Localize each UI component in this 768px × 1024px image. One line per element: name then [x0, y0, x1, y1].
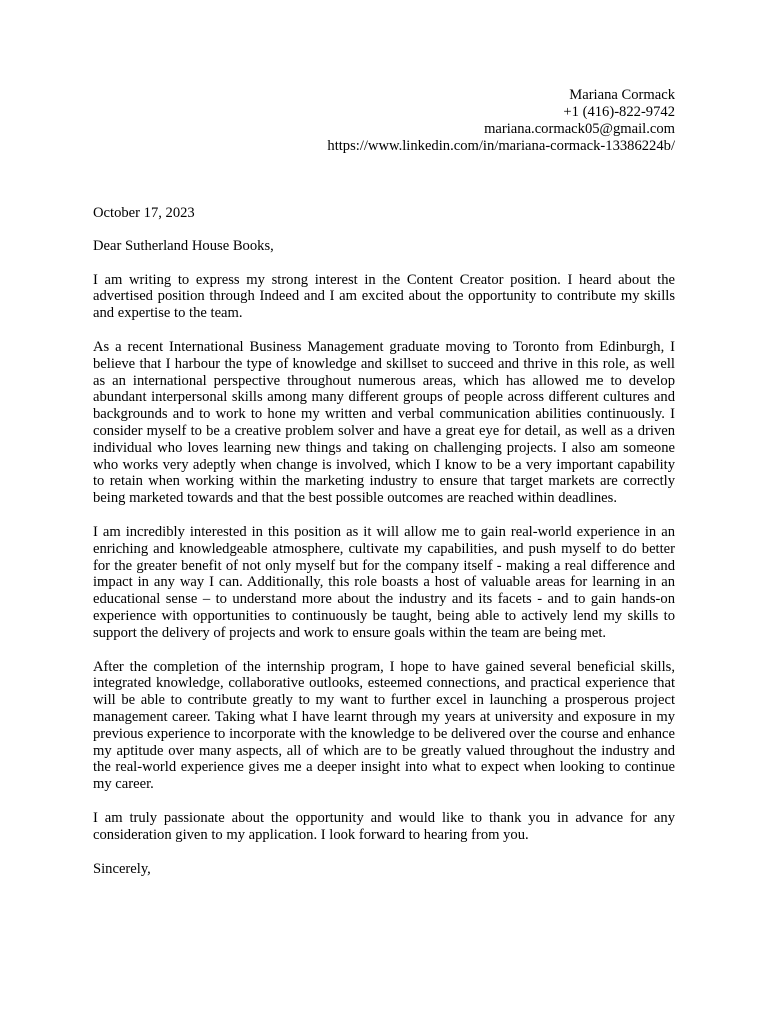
sender-phone: +1 (416)-822-9742 — [563, 104, 675, 120]
letter-date: October 17, 2023 — [93, 205, 195, 221]
sender-email: mariana.cormack05@gmail.com — [484, 121, 675, 137]
letter-salutation: Dear Sutherland House Books, — [93, 237, 274, 254]
sender-linkedin: https://www.linkedin.com/in/mariana-cormack-13386224b/ — [327, 138, 675, 154]
letter-paragraph-5: I am truly passionate about the opportunity and would like to thank you in advance for any consideration given to my application. I look forward to hearing from you. — [93, 809, 675, 843]
letter-paragraph-2: As a recent International Business Management graduate moving to Toronto from Edinburgh, I believe that I harbour the type of knowledge and skillset to succeed and thrive in this role, as well as an international perspective throughout numerous areas, which has allowed me to develop abundant interpersonal skills among many different groups of people across different cultures and backgrounds and to work to hone my written and verbal communication abilities continuously. I consider myself to be a creative problem solver and have a great eye for detail, as well as a driven individual who loves learning new things and taking on challenging projects. I also am someone who works very adeptly when change is involved, which I know to be a very important capability to retain when working within the marketing industry to ensure that target markets are correctly being marketed towards and that the best possible outcomes are reached within deadlines. — [93, 338, 675, 507]
letter-closing: Sincerely, — [93, 860, 151, 877]
letter-paragraph-4: After the completion of the internship program, I hope to have gained several beneficial skills, integrated knowledge, collaborative outlooks, esteemed connections, and practical experience that will be able to contribute greatly to my want to further excel in launching a prosperous project management career. Taking what I have learnt through my years at university and exposure in my previous experience to incorporate with the knowledge to be delivered over the course and enhance my aptitude over many aspects, all of which are to be greatly valued throughout the industry and the real-world experience gives me a deeper insight into what to expect when looking to continue my career. — [93, 658, 675, 793]
sender-name: Mariana Cormack — [569, 87, 675, 103]
contact-header — [327, 87, 675, 155]
letter-body — [93, 205, 675, 877]
letter-paragraph-3: I am incredibly interested in this position as it will allow me to gain real-world experience in an enriching and knowledgeable atmosphere, cultivate my capabilities, and push myself to do better for the greater benefit of not only myself but for the company itself - making a real difference and impact in any way I can. Additionally, this role boasts a host of valuable areas for learning in an educational sense – to understand more about the industry and its facets - and to gain hands-on experience with opportunities to continuously be taught, being able to actively lend my skills to support the delivery of projects and work to ensure goals within the team are being met. — [93, 523, 675, 641]
letter-paragraph-1: I am writing to express my strong interest in the Content Creator position. I heard about the advertised position through Indeed and I am excited about the opportunity to contribute my skills and expertise to the team. — [93, 271, 675, 322]
